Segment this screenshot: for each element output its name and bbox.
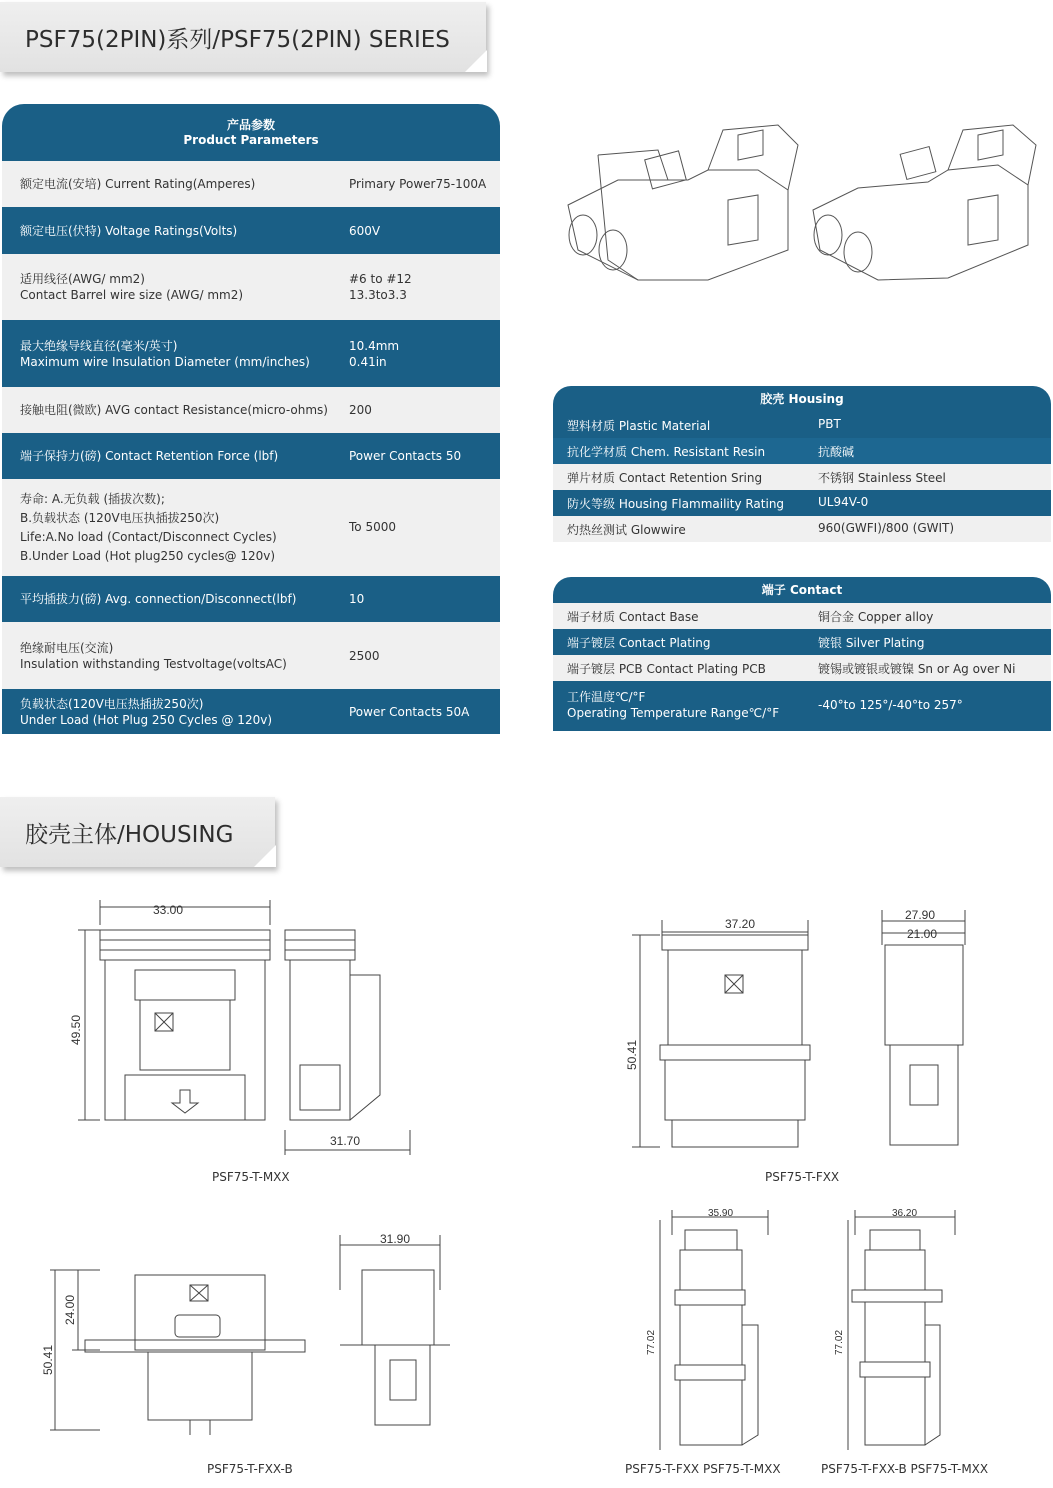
caption-mated-fxx-mxx: PSF75-T-FXX PSF75-T-MXX — [625, 1462, 781, 1476]
param-row — [2, 689, 500, 734]
housing-row-label: 灼热丝测试 Glowwire — [567, 523, 686, 537]
housing-row-label: 防火等级 Housing Flammaility Rating — [567, 497, 785, 511]
dim-depth: 31.70 — [330, 1134, 361, 1148]
param-label: B.负载状态 (120V电压执插拔250次) — [20, 510, 220, 525]
housing-table — [553, 386, 1051, 544]
dim-depth: 31.90 — [380, 1232, 411, 1246]
contact-row-label — [567, 689, 779, 721]
contact-row-value: -40°to 125°/-40°to 257° — [818, 698, 963, 712]
drawing-psf75-t-mxx — [60, 895, 420, 1155]
param-label: 接触电阻(微欧) AVG contact Resistance(micro-ohms) — [20, 403, 328, 417]
connector-right-drawing — [813, 125, 1036, 280]
contact-row — [553, 629, 1051, 655]
product-parameters-table — [2, 104, 500, 734]
param-value: Primary Power75-100A — [349, 177, 487, 191]
dim-height-outer: 50.41 — [41, 1344, 55, 1375]
param-value: 13.3to3.3 — [349, 288, 407, 302]
param-row — [2, 161, 500, 207]
dim-width: 37.20 — [725, 917, 756, 931]
param-value: 0.41in — [349, 354, 387, 369]
dim-height: 49.50 — [69, 1014, 83, 1045]
contact-row-value: 镀银 Silver Plating — [818, 636, 925, 650]
params-header-cn: 产品参数 — [226, 117, 275, 132]
param-value: 10 — [349, 592, 365, 606]
housing-row-label: 弹片材质 Contact Retention Sring — [567, 471, 763, 485]
param-label: Contact Barrel wire size (AWG/ mm2) — [20, 288, 244, 302]
param-label: Under Load (Hot Plug 250 Cycles @ 120v) — [20, 713, 272, 727]
param-label: 额定电压(伏特) Voltage Ratings(Volts) — [20, 223, 238, 238]
contact-row-label-en: Operating Temperature Range℃/°F — [567, 706, 780, 720]
housing-row — [553, 490, 1051, 516]
dim-width: 35.90 — [708, 1208, 734, 1219]
connector-left-drawing — [568, 125, 798, 280]
housing-row — [553, 464, 1051, 490]
param-label: 负载状态(120V电压热插拔250次) — [20, 697, 204, 711]
housing-row-label: 抗化学材质 Chem. Resistant Resin — [567, 445, 766, 459]
param-value: To 5000 — [349, 520, 396, 534]
dim-height: 50.41 — [625, 1039, 639, 1070]
param-row — [2, 254, 500, 320]
dim-height: 77.02 — [834, 1329, 845, 1355]
dim-depth-outer: 27.90 — [905, 908, 936, 922]
housing-row — [553, 412, 1051, 438]
param-value: 200 — [349, 403, 372, 417]
param-row — [2, 320, 500, 387]
housing-section-title: 胶壳主体/HOUSING — [25, 821, 234, 848]
housing-row-label: 塑料材质 Plastic Material — [567, 419, 711, 433]
series-title-banner — [0, 2, 486, 72]
contact-row-value: 铜合金 Copper alloy — [818, 610, 934, 624]
housing-table-header: 胶壳 Housing — [553, 386, 1051, 412]
series-title: PSF75(2PIN)系列/PSF75(2PIN) SERIES — [25, 26, 450, 53]
param-label: Maximum wire Insulation Diameter (mm/inches) — [20, 354, 310, 369]
contact-table-header: 端子 Contact — [553, 577, 1051, 603]
contact-row — [553, 603, 1051, 629]
param-row — [2, 479, 500, 576]
dim-height: 77.02 — [646, 1329, 657, 1355]
params-header — [2, 104, 500, 161]
housing-row-value: UL94V-0 — [818, 495, 869, 509]
param-label: 端子保持力(磅) Contact Retention Force (lbf) — [20, 449, 279, 463]
param-value: 2500 — [349, 648, 380, 663]
contact-row-value: 镀锡或镀银或镀镍 Sn or Ag over Ni — [818, 662, 1016, 676]
param-label: Life:A.No load (Contact/Disconnect Cycles) — [20, 529, 277, 544]
param-value: 600V — [349, 223, 381, 238]
caption-mated-fxxb-mxx: PSF75-T-FXX-B PSF75-T-MXX — [821, 1462, 989, 1476]
params-header-en: Product Parameters — [183, 132, 319, 147]
housing-row-value: 不锈钢 Stainless Steel — [818, 471, 946, 485]
contact-table — [553, 577, 1051, 735]
dim-width: 36.20 — [892, 1208, 918, 1219]
housing-row — [553, 516, 1051, 542]
param-label: 最大绝缘导线直径(毫米/英寸) — [20, 338, 178, 353]
drawing-mated-fxxb-mxx — [830, 1205, 970, 1455]
contact-row — [553, 655, 1051, 681]
param-row — [2, 387, 500, 433]
param-label: 适用线径(AWG/ mm2) — [20, 272, 145, 286]
param-label: 额定电流(安培) Current Rating(Amperes) — [20, 177, 256, 191]
housing-row-value: PBT — [818, 417, 841, 431]
param-row — [2, 622, 500, 689]
housing-row — [553, 438, 1051, 464]
param-row — [2, 576, 500, 622]
drawing-mated-fxx-mxx — [640, 1205, 780, 1455]
param-label: B.Under Load (Hot plug250 cycles@ 120v) — [20, 548, 276, 563]
param-label: 绝缘耐电压(交流) — [20, 640, 114, 655]
contact-row-label-cn: 工作温度℃/°F — [567, 690, 646, 704]
contact-row-label: 端子镀层 Contact Plating — [567, 636, 711, 650]
dim-width: 33.00 — [153, 903, 184, 917]
param-value: Power Contacts 50A — [349, 705, 470, 719]
param-row — [2, 433, 500, 479]
housing-row-value: 960(GWFI)/800 (GWIT) — [818, 521, 955, 535]
housing-title-banner — [0, 797, 275, 867]
housing-row-value: 抗酸碱 — [818, 445, 855, 459]
contact-row — [553, 681, 1051, 731]
dim-height-inner: 24.00 — [63, 1294, 77, 1325]
drawing-psf75-t-fxx-b — [40, 1230, 450, 1445]
contact-row-label: 端子材质 Contact Base — [567, 610, 699, 624]
param-label: 平均插拔力(磅) Avg. connection/Disconnect(lbf) — [20, 592, 297, 606]
param-value: Power Contacts 50 — [349, 449, 462, 463]
contact-row-label: 端子镀层 PCB Contact Plating PCB — [567, 662, 766, 676]
caption-psf75-t-fxx-b: PSF75-T-FXX-B — [207, 1462, 293, 1476]
dim-depth-inner: 21.00 — [907, 927, 938, 941]
param-value: #6 to #12 — [349, 272, 412, 286]
caption-psf75-t-fxx: PSF75-T-FXX — [765, 1170, 840, 1184]
param-label: Insulation withstanding Testvoltage(voltsAC) — [20, 656, 287, 671]
param-row — [2, 207, 500, 254]
caption-psf75-t-mxx: PSF75-T-MXX — [212, 1170, 290, 1184]
drawing-psf75-t-fxx — [620, 905, 980, 1155]
connector-pair-illustration — [558, 110, 1048, 300]
param-label: 寿命: A.无负载 (插拔次数); — [20, 491, 165, 506]
param-value: 10.4mm — [349, 338, 400, 353]
